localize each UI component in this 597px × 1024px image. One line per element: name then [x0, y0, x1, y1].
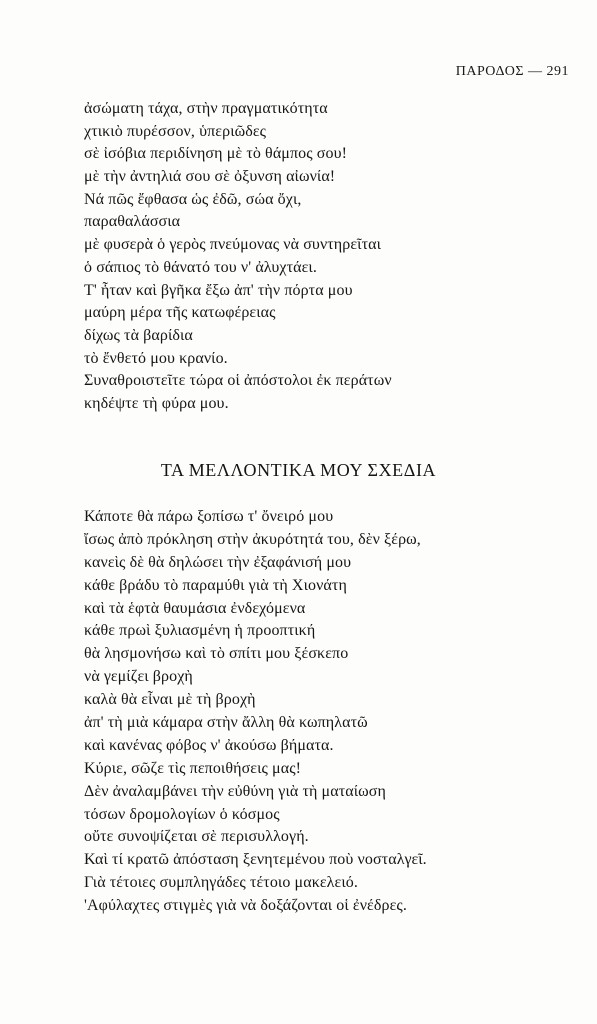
verse-line: Δὲν ἀναλαμβάνει τὴν εὐθύνη γιὰ τὴ ματαίωση	[84, 782, 386, 800]
verse-line: θὰ λησμονήσω καὶ τὸ σπίτι μου ξέσκεπο	[84, 645, 349, 663]
poem-title: ΤΑ ΜΕΛΛΟΝΤΙΚΑ ΜΟΥ ΣΧΕΔΙΑ	[160, 460, 437, 480]
verse-line: μὲ φυσερὰ ὁ γερὸς πνεύμονας νὰ συντηρεῖται	[84, 236, 382, 254]
verse-line: Τ' ἦταν καὶ βγῆκα ἔξω ἀπ' τὴν πόρτα μου	[84, 281, 353, 299]
verse-line: κάθε πρωὶ ξυλιασμένη ἡ προοπτική	[84, 622, 316, 640]
verse-line: οὔτε συνοψίζεται σὲ περισυλλογή.	[84, 828, 309, 846]
verse-line: κηδέψτε τὴ φύρα μου.	[84, 394, 229, 412]
verse-line: ἀσώματη τάχα, στὴν πραγματικότητα	[84, 100, 328, 117]
verse-line: ἴσως ἀπὸ πρόκληση στὴν ἀκυρότητά του, δὲν ξέρω,	[84, 530, 421, 548]
running-header: ΠΑΡΟΔΟΣ — 291	[455, 64, 569, 79]
verse-line: Κάποτε θὰ πάρω ξοπίσω τ' ὄνειρό μου	[84, 508, 334, 525]
verse-line: μαύρη μέρα τῆς κατωφέρειας	[84, 304, 276, 322]
poem-continued	[84, 98, 574, 416]
verse-line: Κύριε, σῶζε τὶς πεποιθήσεις μας!	[84, 759, 302, 777]
verse-line: καλὰ θὰ εἶναι μὲ τὴ βροχὴ	[84, 691, 256, 709]
verse-line: Καὶ τί κρατῶ ἀπόσταση ξενητεμένου ποὺ νοσταλγεῖ.	[84, 851, 427, 869]
verse-line: τόσων δρομολογίων ὁ κόσμος	[84, 805, 280, 823]
verse-line: δίχως τὰ βαρίδια	[84, 326, 193, 344]
verse-line: Γιὰ τέτοιες συμπληγάδες τέτοιο μακελειό.	[84, 874, 358, 892]
verse-line: καὶ κανένας φόβος ν' ἀκούσω βήματα.	[84, 736, 334, 754]
verse-line: ἀπ' τὴ μιὰ κάμαρα στὴν ἄλλη θὰ κωπηλατῶ	[84, 714, 368, 732]
poem-body	[84, 506, 574, 918]
verse-line: ὁ σάπιος τὸ θάνατό του ν' ἀλυχτάει.	[84, 258, 317, 276]
verse-line: χτικιὸ πυρέσσον, ὑπεριῶδες	[84, 122, 267, 140]
verse-line: παραθαλάσσια	[84, 213, 181, 231]
verse-line: μὲ τὴν ἀντηλιά σου σὲ ὀξυνση αἰωνία!	[84, 168, 336, 186]
verse-line: κανεὶς δὲ θὰ δηλώσει τὴν ἐξαφάνισή μου	[84, 553, 352, 571]
verse-line: 'Αφύλαχτες στιγμὲς γιὰ νὰ δοξάζονται οἱ ἐνέδρες.	[84, 897, 407, 915]
verse-line: τὸ ἔνθετό μου κρανίο.	[84, 349, 228, 367]
verse-line: Συναθροιστεῖτε τώρα οἱ ἀπόστολοι ἐκ περάτων	[84, 372, 392, 390]
verse-line: νὰ γεμίζει βροχὴ	[84, 668, 193, 686]
verse-line: Νά πῶς ἔφθασα ὡς ἐδῶ, σώα ὄχι,	[84, 190, 302, 208]
verse-line: κάθε βράδυ τὸ παραμύθι γιὰ τὴ Χιονάτη	[84, 576, 347, 594]
verse-line: καὶ τὰ ἑφτὰ θαυμάσια ἐνδεχόμενα	[84, 599, 306, 617]
verse-line: σὲ ἰσόβια περιδίνηση μὲ τὸ θάμπος σου!	[84, 145, 348, 163]
